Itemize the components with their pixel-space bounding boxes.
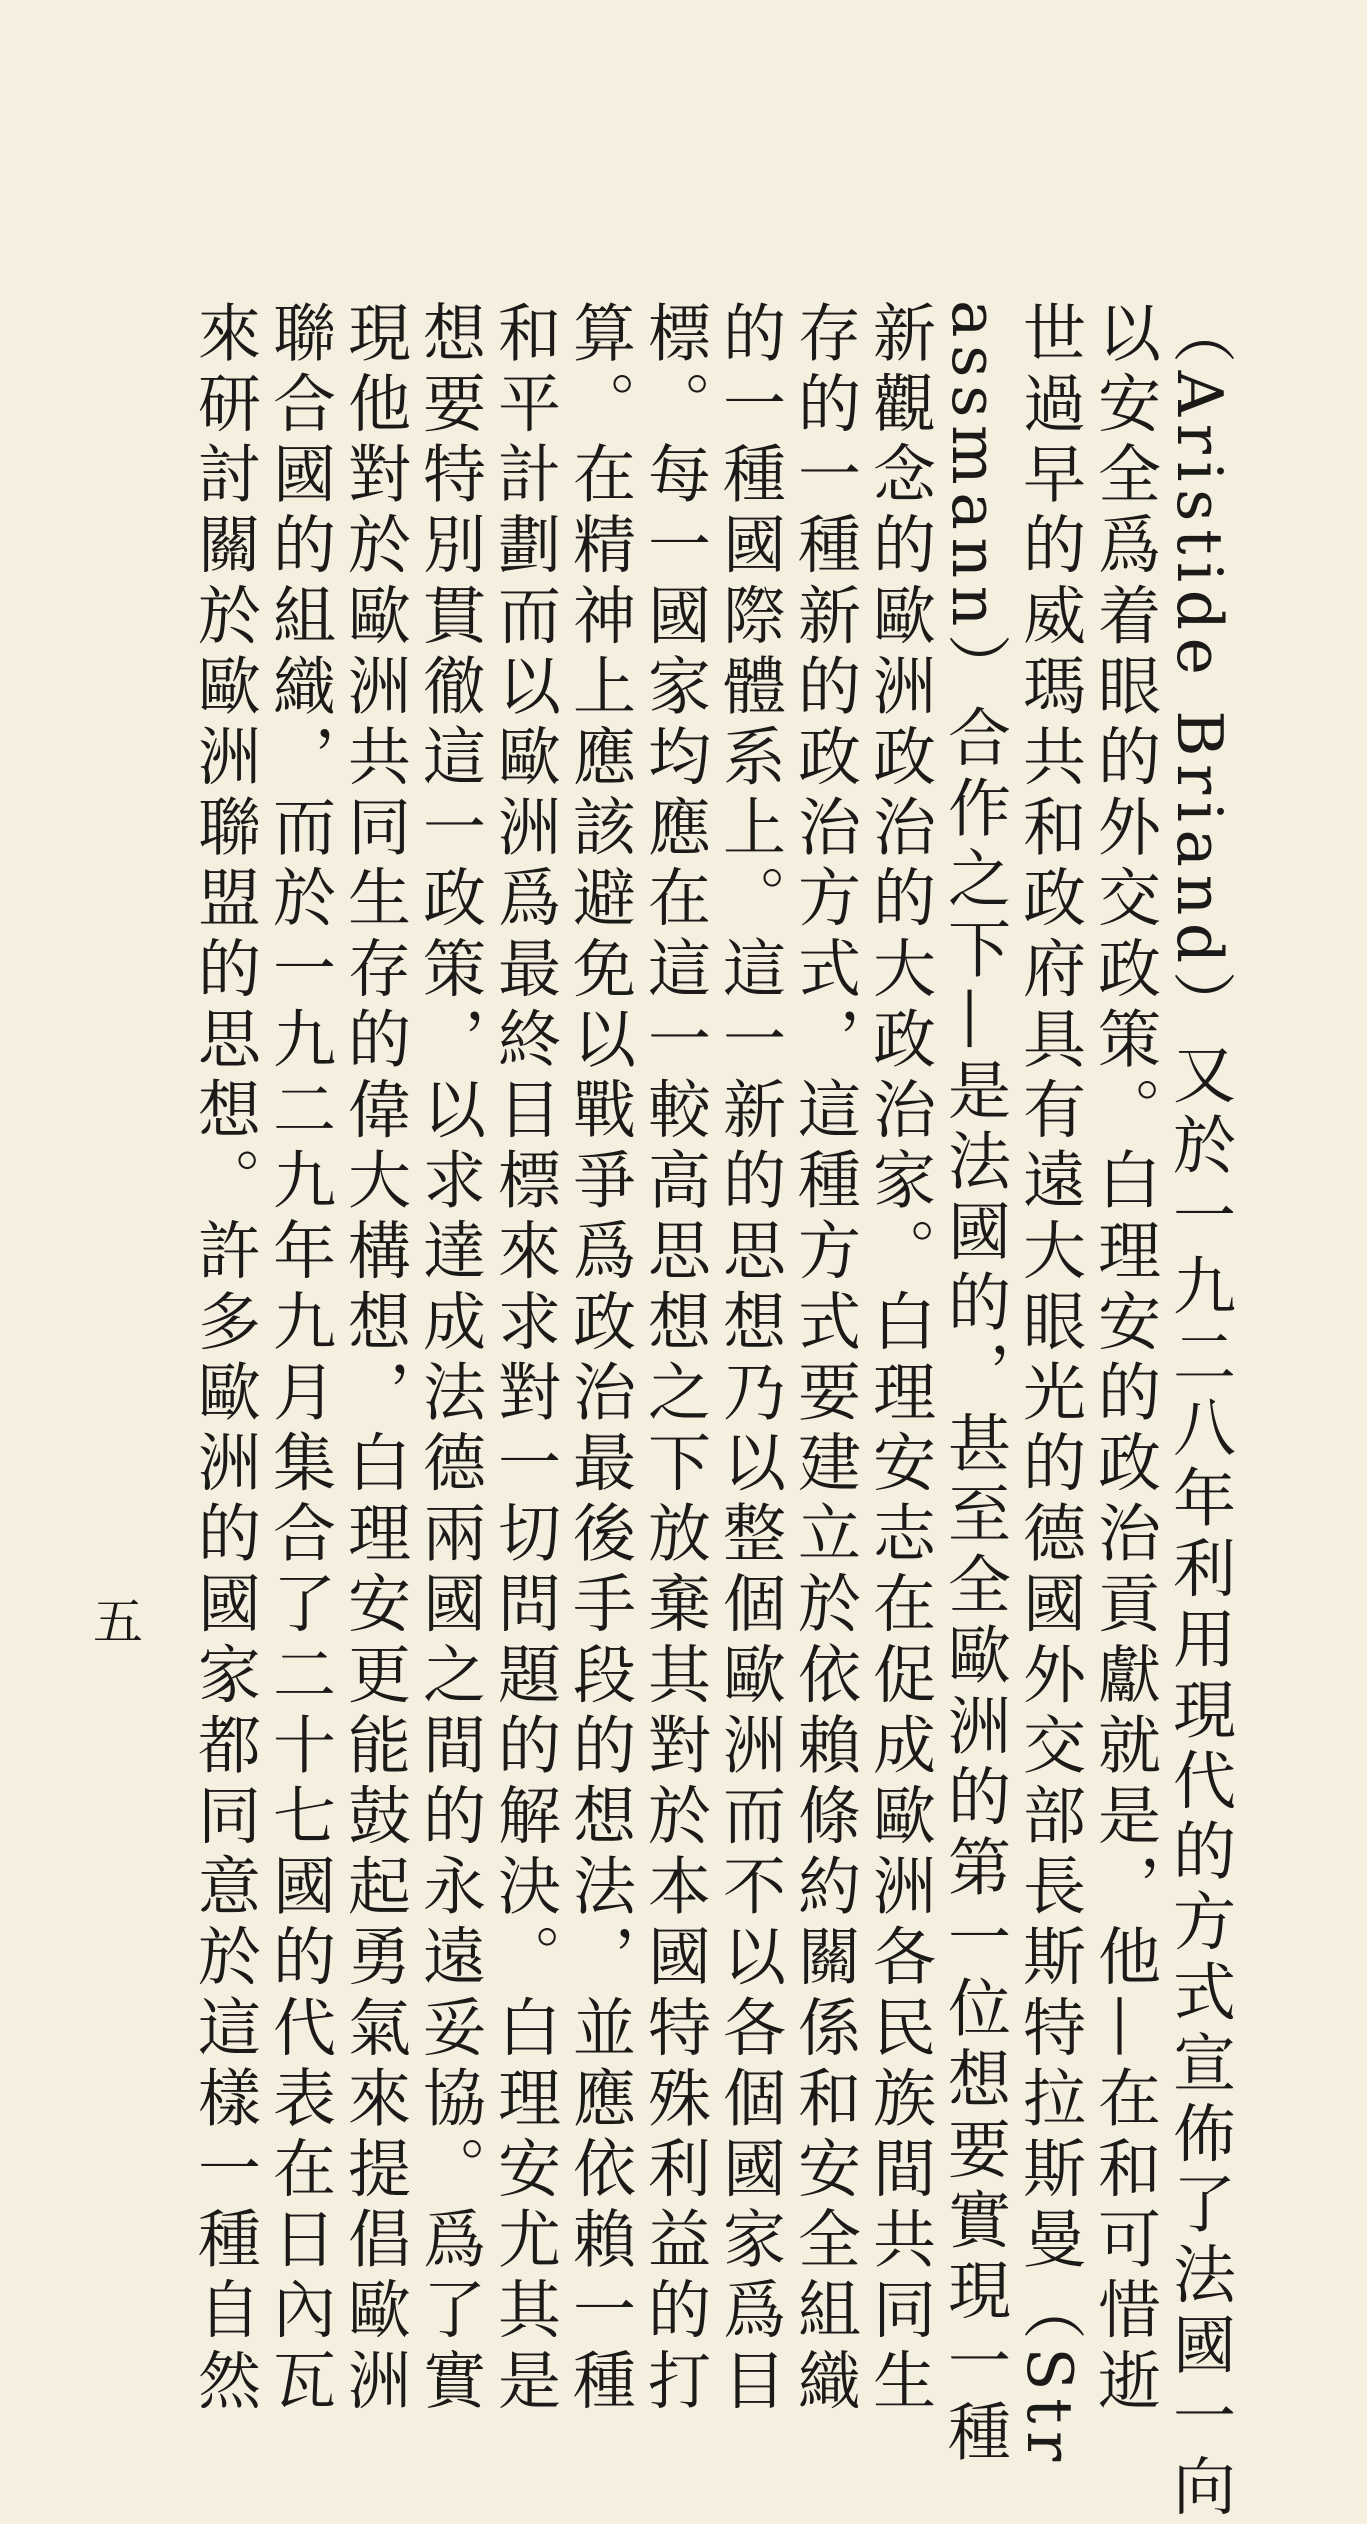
text-column-6: 存的一種新的政治方式，這種方式要建立於依賴條約關係和安全組織 [788,300,861,2418]
text-column-13: 聯合國的組織，而於一九二九年九月集合了二十七國的代表在日內瓦 [263,300,336,2418]
page-number: 五 [85,1595,143,1645]
text-column-7: 的一種國際體系上。這一新的思想乃以整個歐洲而不以各個國家爲目 [713,300,786,2418]
text-column-8: 標。每一國家均應在這一較高思想之下放棄其對於本國特殊利益的打 [638,300,711,2418]
text-column-11: 想要特別貫徹這一政策，以求達成法德兩國之間的永遠妥協。爲了實 [413,300,486,2418]
text-column-12: 現他對於歐洲共同生存的偉大構想，白理安更能鼓起勇氣來提倡歐洲 [338,300,411,2418]
text-column-3: 世過早的威瑪共和政府具有遠大眼光的德國外交部長斯特拉斯曼（Str [1013,300,1086,2469]
text-column-1: （Aristide Briand）又於一九二八年利用現代的方式宣佈了法國一向 [1163,300,1236,2524]
text-column-14: 來研討關於歐洲聯盟的思想。許多歐洲的國家都同意於這樣一種自然 [188,300,261,2418]
text-column-2: 以安全爲着眼的外交政策。白理安的政治貢獻就是，他—在和可惜逝 [1088,300,1161,2418]
text-column-9: 算。在精神上應該避免以戰爭爲政治最後手段的想法，並應依賴一種 [563,300,636,2418]
text-column-10: 和平計劃而以歐洲爲最終目標來求對一切問題的解決。白理安尤其是 [488,300,561,2418]
text-column-5: 新觀念的歐洲政治的大政治家。白理安志在促成歐洲各民族間共同生 [863,300,936,2418]
body-text [107,300,1237,2524]
text-column-4: assmann）合作之下—是法國的，甚至全歐洲的第一位想要實現一種 [938,300,1011,2470]
